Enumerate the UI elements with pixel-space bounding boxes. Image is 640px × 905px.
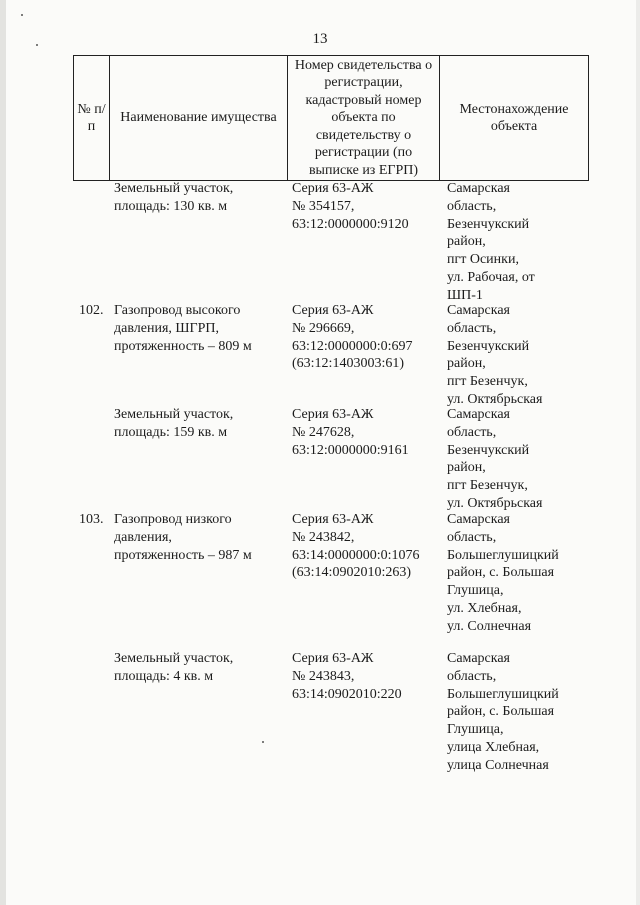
row-2-number: 102. [79, 303, 104, 318]
page-number: 13 [312, 31, 328, 47]
scan-speck [21, 14, 23, 16]
table-header [73, 55, 589, 181]
header-certificate: Номер свидетельства о регистрации, кадастровый номер объекта по свидетельству о регистрации (по выписке из ЕГРП) [288, 56, 440, 181]
scan-speck [262, 741, 264, 743]
row-4-number: 103. [79, 512, 104, 527]
scan-edge-right [636, 0, 640, 905]
row-5-name: Земельный участок, площадь: 4 кв. м [114, 651, 234, 684]
row-2-name: Газопровод высокого давления, ШГРП, протяженность – 809 м [114, 303, 252, 354]
row-4-certificate: Серия 63-АЖ № 243842, 63:14:0000000:0:1076 (63:14:0902010:263) [292, 512, 420, 581]
row-2-certificate: Серия 63-АЖ № 296669, 63:12:0000000:0:697 (63:12:1403003:61) [292, 303, 413, 372]
row-5-location: Самарская область, Большеглушицкий район, с. Большая Глушица, улица Хлебная, улица Солнечная [447, 651, 559, 773]
row-2-location: Самарская область, Безенчукский район, пгт Безенчук, ул. Октябрьская [447, 303, 543, 407]
list-item: Земельный участок, площадь: 130 кв. м [114, 181, 234, 214]
scan-edge-left [0, 0, 6, 905]
row-3-name: Земельный участок, площадь: 159 кв. м [114, 407, 234, 440]
header-name: Наименование имущества [110, 56, 288, 181]
row-4-location: Самарская область, Большеглушицкий район, с. Большая Глушица, ул. Хлебная, ул. Солнечная [447, 512, 559, 634]
row-1-location: Самарская область, Безенчукский район, пгт Осинки, ул. Рабочая, от ШП-1 [447, 181, 535, 303]
row-1-name [114, 180, 233, 216]
row-4-name: Газопровод низкого давления, протяженность – 987 м [114, 512, 252, 563]
row-3-certificate: Серия 63-АЖ № 247628, 63:12:0000000:9161 [292, 407, 409, 458]
header-location: Местонахождение объекта [440, 56, 589, 181]
row-3-location: Самарская область, Безенчукский район, пгт Безенчук, ул. Октябрьская [447, 407, 543, 511]
header-number: № п/п [74, 56, 110, 181]
row-5-certificate: Серия 63-АЖ № 243843, 63:14:0902010:220 [292, 651, 402, 702]
row-1-certificate: Серия 63-АЖ № 354157, 63:12:0000000:9120 [292, 181, 409, 232]
